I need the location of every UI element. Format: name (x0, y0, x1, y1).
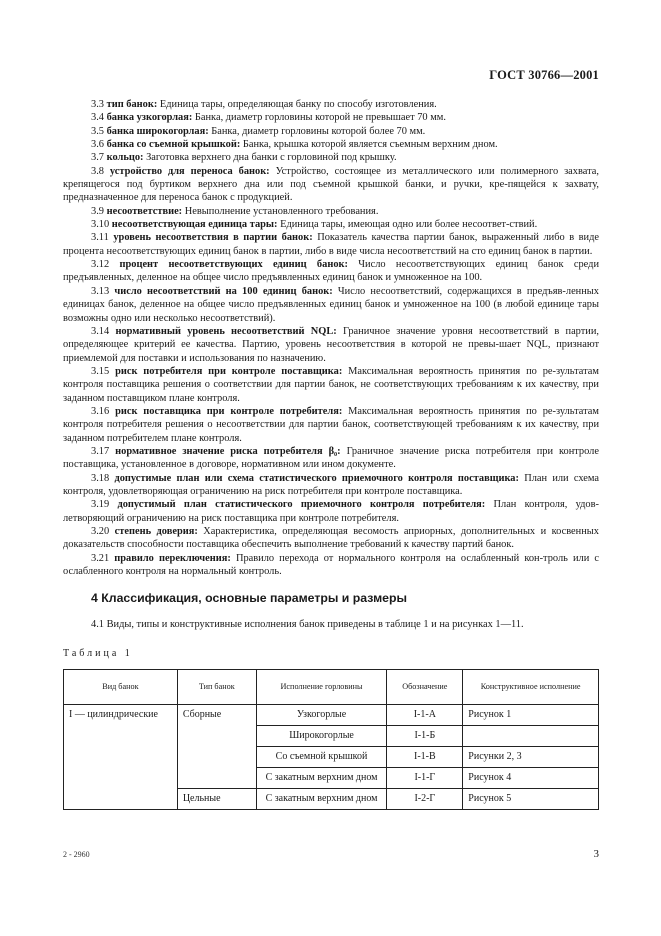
definition-term: правило переключения: (114, 552, 231, 564)
definition-number: 3.8 (91, 165, 104, 177)
definition-term: допустимый план статистического приемочного контроля потребителя: (117, 499, 486, 511)
definition-paragraph (63, 258, 599, 285)
definition-text: Характеристика, определяющая весомость априорных, дополнительных и косвенных доказательств способности поставщика обеспечить выполнение требований к качеству партий банок. (63, 526, 599, 551)
header-execution: Исполнение горловины (256, 670, 387, 705)
definition-text: План или схема контроля, удовлетворяющая ограничению на риск потребителя при контроле поставщика. (63, 472, 599, 497)
definition-paragraph (63, 218, 599, 231)
definition-text: Показатель качества партии банок, выраженный либо в виде процента несоответствующих единиц банок в партии, либо в виде числа несоответствий на сто единиц банок в партии. (63, 232, 599, 257)
definition-paragraph (63, 445, 599, 472)
cell-figure: Рисунок 4 (463, 768, 599, 789)
definition-term: устройство для переноса банок: (109, 165, 270, 177)
definition-paragraph (63, 111, 599, 124)
cell-type: Сборные (177, 705, 256, 789)
cell-code: I-2-Г (387, 789, 463, 810)
cell-execution: Широкогорлые (256, 726, 387, 747)
cell-execution: Узкогорлые (256, 705, 387, 726)
definition-text: Единица тары, имеющая одно или более несоответ-ствий. (280, 219, 538, 231)
cell-code: I-1-Б (387, 726, 463, 747)
header-figure: Конструктивное исполнение (463, 670, 599, 705)
definition-number: 3.13 (91, 285, 110, 297)
definition-paragraph (63, 151, 599, 164)
definition-text: Банка, диаметр горловины которой не превышает 70 мм. (194, 112, 446, 124)
definition-term: нормативное значение риска потребителя β₀: (115, 445, 341, 457)
definition-text: Число несоответствий, содержащихся в предъяв-ленных единицах банок, деленное на общее число предъявленных единиц банок и умноженное на 100 (в любой единице тары возможны одно или несколько несоответствий). (63, 285, 599, 324)
table-header-row (64, 670, 599, 705)
header-code: Обозначение (387, 670, 463, 705)
header-kind: Вид банок (64, 670, 178, 705)
definition-paragraph (63, 325, 599, 365)
cell-figure: Рисунок 5 (463, 789, 599, 810)
definition-text: Заготовка верхнего дна банки с горловиной под крышку. (146, 152, 397, 164)
cell-type: Цельные (177, 789, 256, 810)
definition-number: 3.17 (91, 445, 110, 457)
definition-paragraph (63, 525, 599, 552)
cell-execution: С закатным верхним дном (256, 768, 387, 789)
definition-paragraph (63, 231, 599, 258)
definition-text: Единица тары, определяющая банку по способу изготовления. (159, 99, 437, 110)
definition-number: 3.5 (91, 125, 104, 137)
definition-term: тип банок: (106, 99, 158, 110)
definition-term: банка широкогорлая: (106, 125, 209, 137)
definition-term: риск поставщика при контроле потребителя: (115, 405, 343, 417)
cell-code: I-1-А (387, 705, 463, 726)
definitions-list (63, 98, 599, 578)
definition-term: процент несоответствующих единиц банок: (119, 259, 348, 271)
definition-number: 3.4 (91, 112, 104, 124)
definition-paragraph (63, 98, 599, 111)
definition-term: банка со съемной крышкой: (106, 139, 241, 151)
definition-text: Максимальная вероятность принятия по ре-зультатам контроля потребителя решения о несоответствии для партии банок, соответствующей требованиям к их качеству, при заданном потребителем плане контроля. (63, 405, 599, 444)
classification-table (63, 669, 599, 810)
definition-number: 3.7 (91, 152, 104, 164)
definition-number: 3.12 (91, 259, 110, 271)
definition-text: Банка, диаметр горловины которой более 70 мм. (211, 125, 426, 137)
page-number: 3 (593, 848, 599, 860)
definition-paragraph (63, 125, 599, 138)
definition-term: кольцо: (106, 152, 144, 164)
header-type: Тип банок (177, 670, 256, 705)
definition-number: 3.14 (91, 325, 110, 337)
definition-text: Максимальная вероятность принятия по ре-зультатам контроля поставщика решения о соответствии для партии банок, не соответствующих требованиям к их качеству, при заданном поставщиком плане контроля. (63, 365, 599, 404)
definition-number: 3.11 (91, 232, 109, 244)
definition-term: банка узкогорлая: (106, 112, 193, 124)
definition-number: 3.21 (91, 552, 110, 564)
definition-term: нормативный уровень несоответствий NQL: (115, 325, 337, 337)
definition-text: Устройство, состоящее из металлического или полимерного захвата, крепящегося под буртиком верхнего дна или под съемной крышкой банки, и ручки, кре-пящейся к захвату, предназначенное для переноса банок с продукцией. (63, 165, 599, 204)
definition-text: Число несоответствующих единиц банок среди предъявленных, деленное на общее число предъявленных единиц банок и умноженное на 100. (63, 259, 599, 284)
cell-kind: I — цилиндрические (64, 705, 178, 810)
definition-term: уровень несоответствия в партии банок: (113, 232, 313, 244)
definition-number: 3.9 (91, 205, 104, 217)
cell-figure (463, 726, 599, 747)
definition-number: 3.18 (91, 472, 110, 484)
page-content (63, 98, 599, 810)
cell-execution: С закатным верхним дном (256, 789, 387, 810)
definition-text: План контроля, удов-летворяющий ограничению на риск поставщика при контроле потребителя. (63, 499, 599, 524)
definition-text: Банка, крышка которой является съемным верхним дном. (242, 139, 498, 151)
definition-paragraph (63, 285, 599, 325)
definition-paragraph (63, 552, 599, 579)
definition-number: 3.10 (91, 219, 110, 231)
definition-number: 3.19 (91, 499, 110, 511)
definition-paragraph (63, 205, 599, 218)
definition-term: несоответствие: (106, 205, 183, 217)
table-caption: Таблица 1 (63, 648, 133, 660)
definition-number: 3.20 (91, 526, 110, 537)
cell-execution: Со съемной крышкой (256, 747, 387, 768)
definition-paragraph (63, 165, 599, 205)
cell-code: I-1-Г (387, 768, 463, 789)
definition-paragraph (63, 138, 599, 151)
table-row (64, 705, 599, 726)
definition-text: Правило перехода от нормального контроля на ослабленный кон-троль или с ослабленного контроля на нормальный контроль. (63, 552, 599, 578)
definition-text: Граничное значение риска потребителя при контроле поставщика, установленное в договоре, нормативном или ином документе. (63, 445, 599, 471)
definition-text: Граничное значение уровня несоответствий в партии, определяющее критерий ее качества. Партию, уровень несоответствия в которой не превы-шает NQL, признают приемлемой для поставки и использования по назначению. (63, 325, 599, 364)
definition-paragraph (63, 365, 599, 405)
document-header: ГОСТ 30766—2001 (489, 68, 599, 82)
definition-text: Невыполнение установленного требования. (184, 205, 379, 217)
cell-figure: Рисунки 2, 3 (463, 747, 599, 768)
cell-code: I-1-В (387, 747, 463, 768)
definition-term: число несоответствий на 100 единиц банок: (114, 285, 333, 297)
definition-number: 3.6 (91, 139, 104, 151)
definition-number: 3.15 (91, 365, 110, 377)
definition-number: 3.3 (91, 99, 104, 110)
definition-paragraph (63, 405, 599, 445)
print-code: 2 - 2960 (63, 850, 90, 859)
section-heading: 4 Классификация, основные параметры и размеры (91, 591, 408, 606)
definition-term: допустимые план или схема статистического приемочного контроля поставщика: (114, 472, 519, 484)
definition-term: несоответствующая единица тары: (111, 219, 278, 231)
cell-figure: Рисунок 1 (463, 705, 599, 726)
definition-number: 3.16 (91, 405, 110, 417)
section-paragraph: 4.1 Виды, типы и конструктивные исполнения банок приведены в таблице 1 и на рисунках 1—11. (91, 618, 524, 630)
definition-paragraph (63, 498, 599, 525)
definition-term: степень доверия: (114, 526, 198, 537)
definition-term: риск потребителя при контроле поставщика: (115, 365, 343, 377)
definition-paragraph (63, 472, 599, 499)
